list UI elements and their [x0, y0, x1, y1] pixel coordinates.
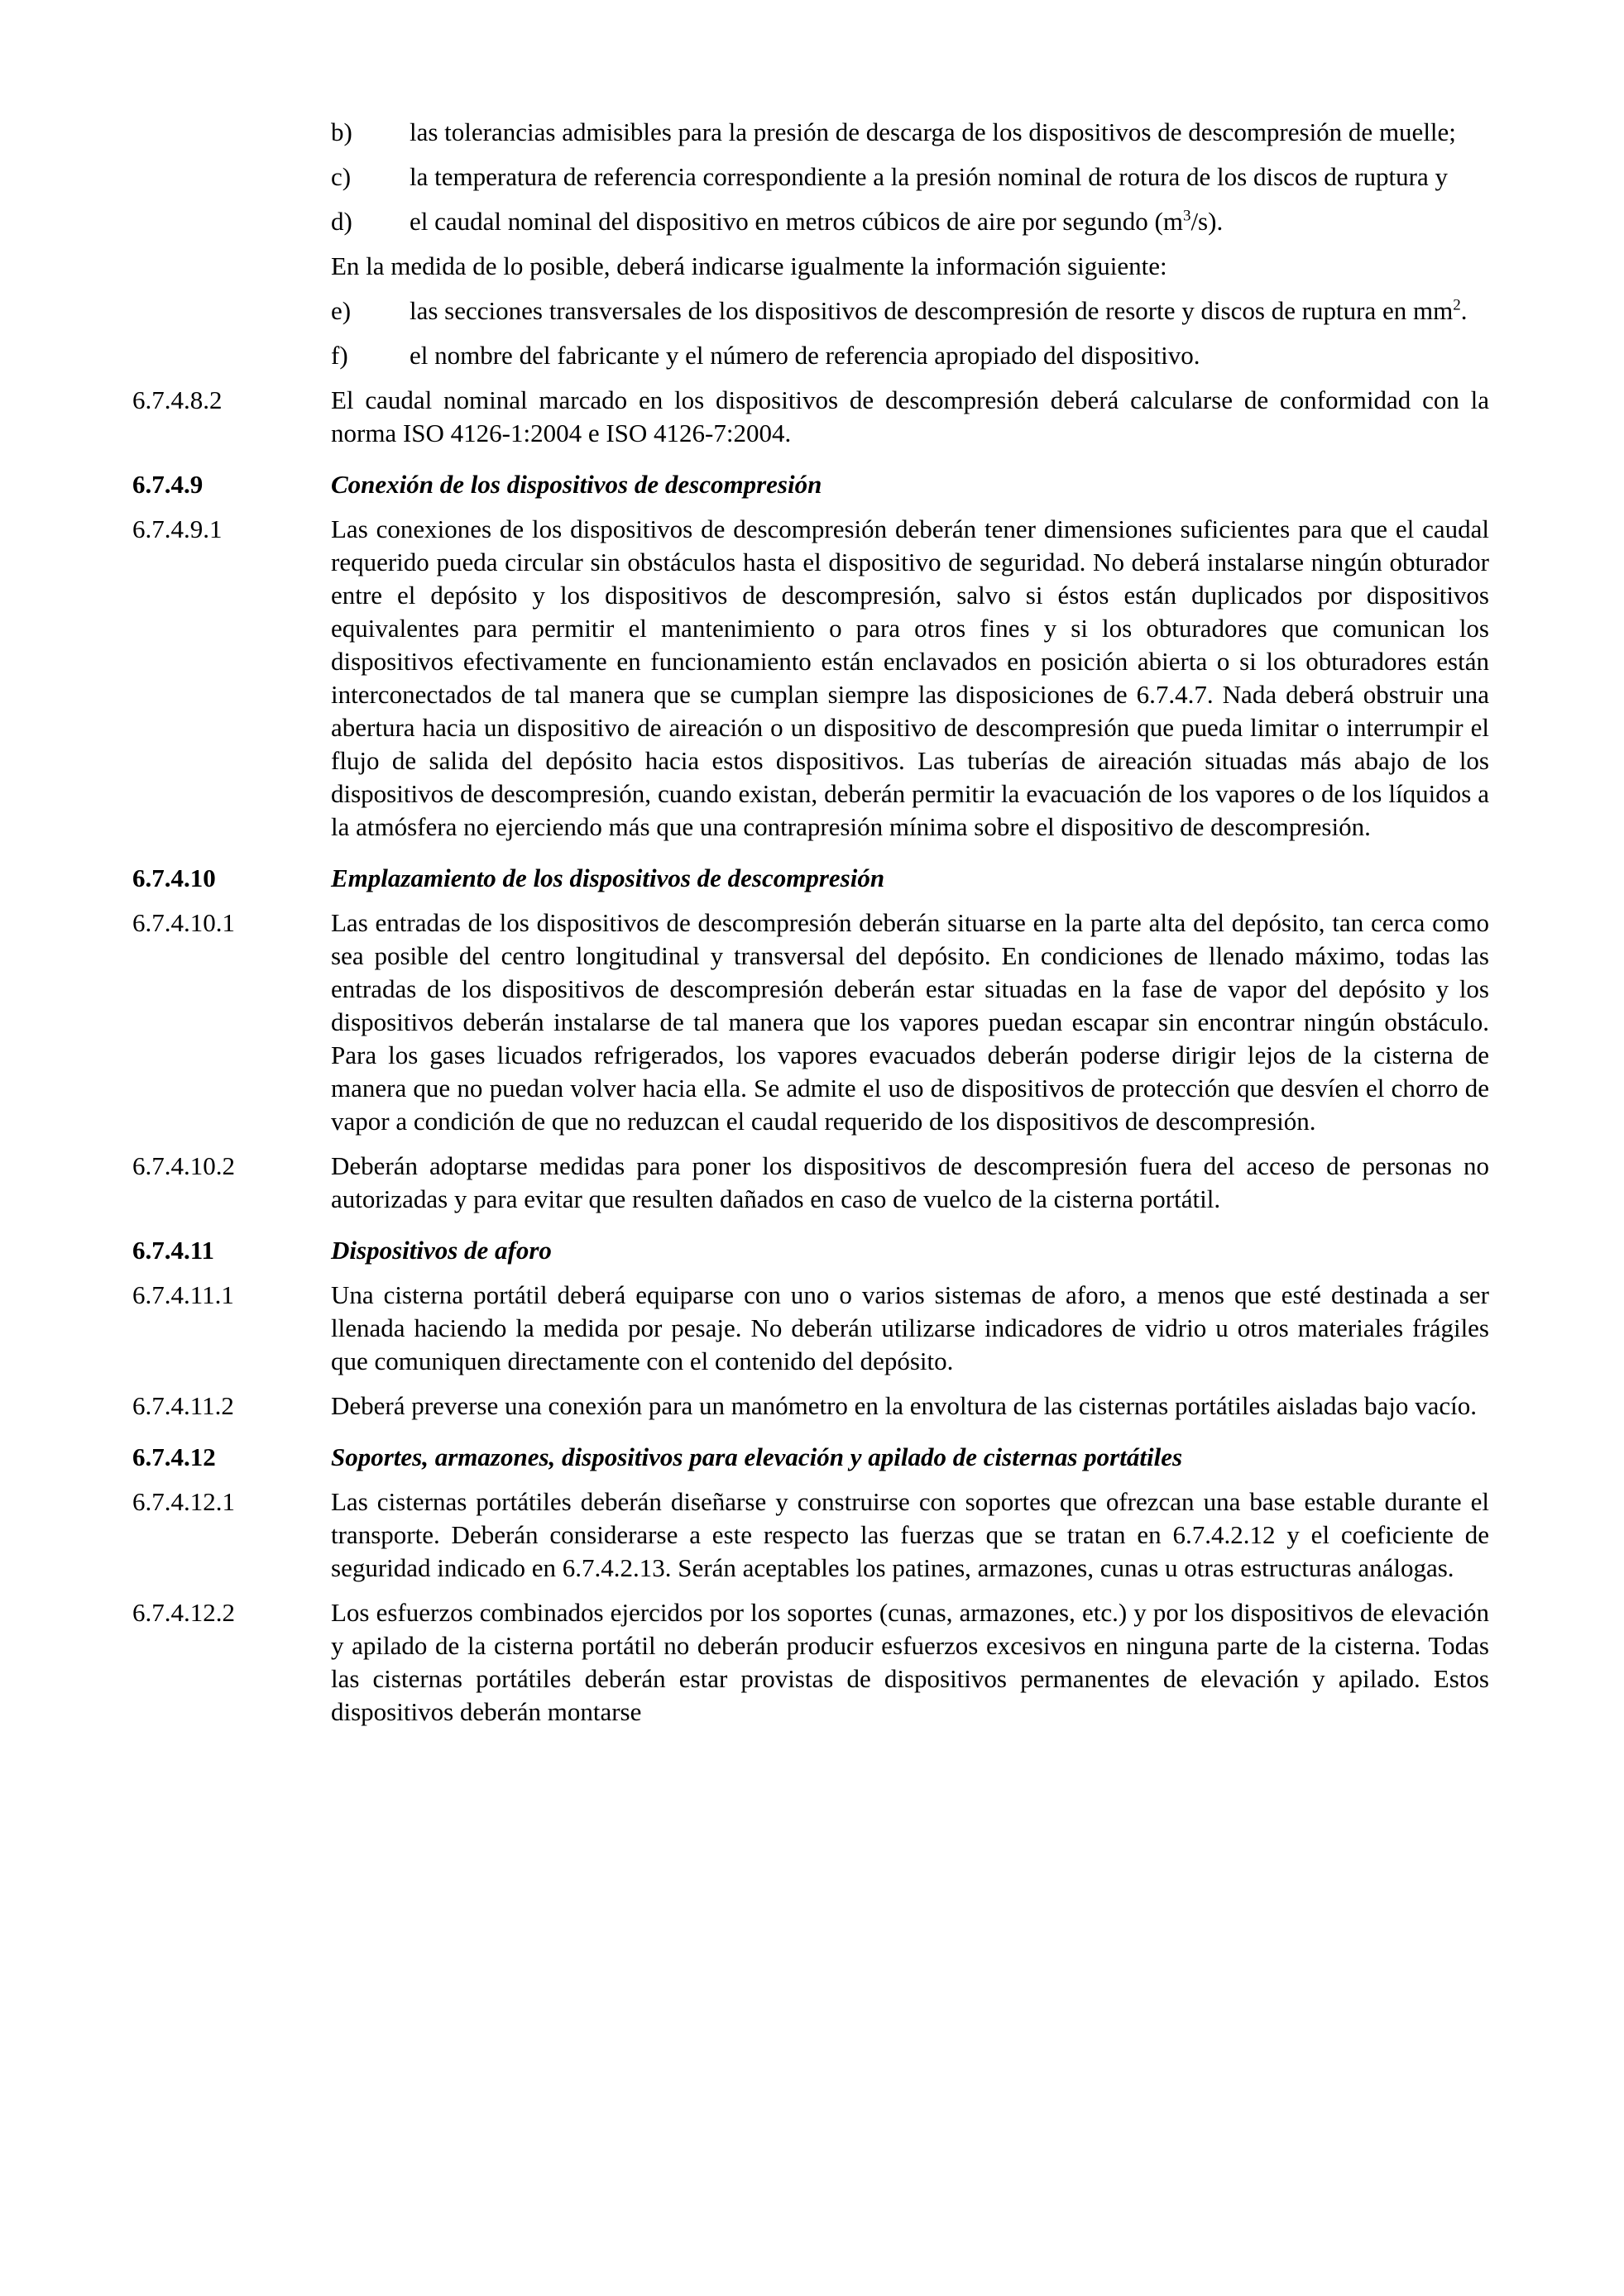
paragraph-text: Los esfuerzos combinados ejercidos por los soportes (cunas, armazones, etc.) y por los dispositivos de elevación y apilado de la cisterna portátil no deberán producir esfuerzos excesivos en ninguna parte de la cisterna. Todas las cisternas portátiles deberán estar provistas de dispositivos permanentes de elevación y apilado. Estos dispositivos deberán montarse: [331, 1598, 1489, 1726]
paragraph-text: Las conexiones de los dispositivos de descompresión deberán tener dimensiones suficientes para que el caudal requerido pueda circular sin obstáculos hasta el dispositivo de seguridad. No deberá instalarse ningún obturador entre el depósito y los dispositivos de descompresión, salvo si éstos están duplicados por dispositivos equivalentes para permitir el mantenimiento o para otros fines y si los obturadores que comunican los dispositivos efectivamente en funcionamiento están enclavados en posición abierta o si los obturadores están interconectados de tal manera que se cumplan siempre las disposiciones de 6.7.4.7. Nada deberá obstruir una abertura hacia un dispositivo de aireación o un dispositivo de descompresión que pueda limitar o interrumpir el flujo de salida del depósito hacia estos dispositivos. Las tuberías de aireación situadas más abajo de los dispositivos de descompresión, cuando existan, deberán permitir la evacuación de los vapores o de los líquidos a la atmósfera no ejerciendo más que una contrapresión mínima sobre el dispositivo de descompresión.: [331, 514, 1489, 841]
list-item-f: [132, 339, 1489, 372]
list-text-before: las secciones transversales de los dispositivos de descompresión de resorte y discos de ruptura en mm: [410, 296, 1454, 325]
list-letter: f): [331, 341, 348, 370]
paragraph-text: El caudal nominal marcado en los dispositivos de descompresión deberá calcularse de conformidad con la norma ISO 4126-1:2004 e ISO 4126-7:2004.: [331, 385, 1489, 447]
list-text-before: el caudal nominal del dispositivo en metros cúbicos de aire por segundo (m: [410, 207, 1183, 236]
section-heading-6-7-4-9: [132, 468, 1489, 501]
paragraph-6-7-4-12-2: [132, 1596, 1489, 1729]
paragraph-number: 6.7.4.8.2: [132, 385, 223, 414]
section-title: Soportes, armazones, dispositivos para elevación y apilado de cisternas portátiles: [331, 1442, 1183, 1471]
paragraph-text: Deberá preverse una conexión para un manómetro en la envoltura de las cisternas portátiles aisladas bajo vacío.: [331, 1391, 1477, 1420]
section-heading-6-7-4-12: [132, 1441, 1489, 1474]
list-item-d: [132, 205, 1489, 238]
paragraph-text: Las cisternas portátiles deberán diseñarse y construirse con soportes que ofrezcan una base estable durante el transporte. Deberán considerarse a este respecto las fuerzas que se tratan en 6.7.4.2.12 y el coeficiente de seguridad indicado en 6.7.4.2.13. Serán aceptables los patines, armazones, cunas u otras estructuras análogas.: [331, 1487, 1489, 1582]
list-text: el nombre del fabricante y el número de referencia apropiado del dispositivo.: [410, 341, 1200, 370]
list-letter: d): [331, 207, 352, 236]
section-number: 6.7.4.9: [132, 470, 204, 499]
list-letter: e): [331, 296, 352, 325]
paragraph-number: 6.7.4.12.1: [132, 1487, 235, 1516]
list-text: [410, 294, 1489, 328]
list-text-after: /s).: [1190, 207, 1224, 236]
paragraph-number: 6.7.4.10.1: [132, 908, 235, 937]
paragraph-6-7-4-11-1: [132, 1279, 1489, 1378]
section-number: 6.7.4.11: [132, 1236, 215, 1265]
list-item-e: [132, 294, 1489, 328]
section-title: Dispositivos de aforo: [331, 1236, 552, 1265]
list-letter: c): [331, 162, 352, 191]
list-text: la temperatura de referencia correspondiente a la presión nominal de rotura de los discos de ruptura y: [410, 162, 1448, 191]
section-title: Conexión de los dispositivos de descompresión: [331, 470, 822, 499]
paragraph-6-7-4-8-2: [132, 384, 1489, 450]
section-number: 6.7.4.12: [132, 1442, 216, 1471]
paragraph-number: 6.7.4.12.2: [132, 1598, 235, 1627]
list-text: las tolerancias admisibles para la presión de descarga de los dispositivos de descompresión de muelle;: [410, 117, 1456, 146]
list-item-c: [132, 160, 1489, 194]
paragraph-number: 6.7.4.9.1: [132, 514, 223, 543]
list-letter: b): [331, 117, 352, 146]
list-text-after: .: [1460, 296, 1468, 325]
document-body: [132, 116, 1489, 1740]
list-text: [410, 205, 1489, 238]
paragraph-6-7-4-10-1: [132, 906, 1489, 1138]
section-number: 6.7.4.10: [132, 863, 216, 892]
paragraph-number: 6.7.4.11.1: [132, 1280, 234, 1309]
paragraph-6-7-4-11-2: [132, 1390, 1489, 1423]
paragraph-text: Deberán adoptarse medidas para poner los dispositivos de descompresión fuera del acceso de personas no autorizadas y para evitar que resulten dañados en caso de vuelco de la cisterna portátil.: [331, 1151, 1489, 1213]
intro-line: En la medida de lo posible, deberá indicarse igualmente la información siguiente:: [331, 251, 1167, 280]
paragraph-6-7-4-9-1: [132, 513, 1489, 844]
paragraph-6-7-4-10-2: [132, 1150, 1489, 1216]
paragraph-text: Una cisterna portátil deberá equiparse con uno o varios sistemas de aforo, a menos que esté destinada a ser llenada haciendo la medida por pesaje. No deberán utilizarse indicadores de vidrio u otros materiales frágiles que comuniquen directamente con el contenido del depósito.: [331, 1280, 1489, 1375]
paragraph-number: 6.7.4.11.2: [132, 1391, 234, 1420]
paragraph-6-7-4-12-1: [132, 1485, 1489, 1585]
superscript: 3: [1182, 207, 1191, 225]
superscript: 2: [1453, 296, 1461, 314]
paragraph-number: 6.7.4.10.2: [132, 1151, 235, 1180]
list-item-b: [132, 116, 1489, 149]
section-heading-6-7-4-10: [132, 862, 1489, 895]
section-heading-6-7-4-11: [132, 1234, 1489, 1267]
paragraph-text: Las entradas de los dispositivos de descompresión deberán situarse en la parte alta del depósito, tan cerca como sea posible del centro longitudinal y transversal del depósito. En condiciones de llenado máximo, todas las entradas de los dispositivos de descompresión deberán estar situadas en la fase de vapor del depósito y los dispositivos deberán instalarse de tal manera que los vapores puedan escapar sin encontrar ningún obstáculo. Para los gases licuados refrigerados, los vapores evacuados deberán poderse dirigir lejos de la cisterna de manera que no puedan volver hacia ella. Se admite el uso de dispositivos de protección que desvíen el chorro de vapor a condición de que no reduzcan el caudal requerido de los dispositivos de descompresión.: [331, 908, 1489, 1136]
section-title: Emplazamiento de los dispositivos de descompresión: [331, 863, 885, 892]
